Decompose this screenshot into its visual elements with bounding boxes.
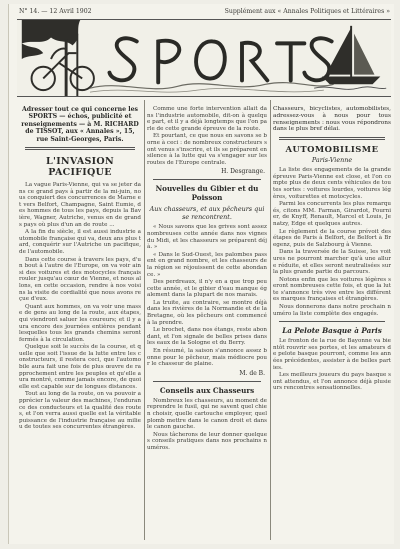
masthead-illustration: [17, 20, 391, 96]
signature: M. de B.: [239, 369, 265, 377]
column-1: [19, 100, 141, 540]
divider: [279, 137, 385, 140]
column-3: [273, 100, 391, 540]
issue-number: N° 14. — 12 Avril 1902: [19, 8, 92, 15]
divider: [153, 179, 261, 180]
paragraph: « Nous savons que les grives sont assez nombreuses cette année dans nos vignes du Midi, et les chasseurs se préparent déjà. »: [147, 224, 267, 251]
paragraph: La truite, au contraire, se montre déjà dans les rivières de la Normandie et de la Bretagne, où les pêcheurs ont commencé à la prendre.: [147, 299, 267, 326]
divider: [279, 321, 385, 322]
page-header-line: [19, 6, 390, 18]
article-title-conseils: Conseils aux Chasseurs: [159, 385, 255, 395]
paragraph: « Dans le Sud-Ouest, les palombes passent en grand nombre, et les chasseurs de la région se réjouissent de cette abondance. »: [147, 251, 267, 278]
column-rule-2: [270, 100, 271, 540]
article-subtitle: Aux chasseurs, et aux pêcheurs qui se rencontrent.: [149, 205, 265, 222]
divider: [153, 381, 261, 382]
section-subtitle: Paris-Vienne: [311, 156, 353, 165]
paragraph: La liste des engagements de la grande épreuve Paris-Vienne est close, et l'on compte plus de deux cents véhicules de toutes sortes : voitures lourdes, voitures légères, voiturettes et motocycles.: [273, 167, 391, 200]
column-rule-1: [144, 100, 145, 540]
masthead: [17, 19, 391, 97]
paragraph: Quelque soit le succès de la course, et quelle que soit l'issue de la lutte entre les constructeurs, il restera ceci, que l'automobile aura fait une fois de plus œuvre de rapprochement entre les peuples et qu'elle aura montré, comme jamais encore, de quoi elle est capable sur de longues distances.: [19, 344, 141, 390]
column-intro: Chasseurs, bicyclistes, automobilistes, adressez-vous à nous pour tous renseignements : nous vous répondrons dans le plus bref délai.: [273, 106, 391, 133]
address-notice: Adresser tout ce qui concerne les SPORTS — échos, publicité et renseignements — à M. RICHARD de TISSOT, aux « Annales », 15, rue Saint-Georges, Paris.: [21, 106, 139, 143]
paragraph: Nous donnerons dans notre prochain numéro la liste complète des engagés.: [273, 304, 391, 317]
paragraph: Le brochet, dans nos étangs, reste abondant, et l'on signale de belles prises dans les eaux de la Sologne et du Berry.: [147, 327, 267, 347]
paragraph: Nombreux les chasseurs, au moment de reprendre le fusil, qui ne savent quel chien choisir, quelle cartouche employer, quel plomb mettre dans le canon droit et dans le canon gauche.: [147, 397, 267, 431]
paragraph: Les meilleurs joueurs du pays basque sont attendus, et l'on annonce déjà plusieurs rencontres sensationnelles.: [273, 372, 391, 392]
signature: H. Desgrange.: [221, 168, 265, 176]
paragraph: Parmi les concurrents les plus remarqués, citons MM. Farman, Girardot, Fournier, de Knyff, Renault, Marcel et Louis, Jenatzy, Edge et quelques autres.: [273, 201, 391, 227]
paragraph: Notons enfin que les voitures légères seront nombreuses cette fois, et que la lutte s'annonce très vive entre les différentes marques françaises et étrangères.: [273, 276, 391, 303]
paragraph: Nous tâcherons de leur donner quelques conseils pratiques dans nos prochains numéros.: [147, 431, 267, 451]
divider: [25, 147, 135, 150]
paragraph: La vague Paris-Vienne, qui va se jeter dans ce grand pays à partir de la mi-juin, nous conquiert des concurrences de Marne et vers Belfort, Champagne, Saint Eumie, des hommes de tous les pays, depuis la Bavière, Wagner, Autriche, venus en de grands pays où plus d'un an de route ...: [19, 182, 141, 228]
paragraph: Le règlement de la course prévoit des étapes de Paris à Belfort, de Belfort à Bregenz, puis de Salzbourg à Vienne.: [273, 228, 391, 248]
newspaper-page: [8, 4, 394, 544]
column-2: [147, 100, 267, 540]
supplement-title: Supplément aux « Annales Politiques et Littéraires »: [224, 8, 390, 15]
paragraph: Dans cette course à travers les pays, d'un bout à l'autre de l'Europe, on va voir ainsi des voitures et des motocycles français rouler jusqu'au cœur de Vienne, et nous allons, en cette occasion, rendre à nos voisins la visite de cordialité que nous avons reçue d'eux.: [19, 256, 141, 303]
article-title-gibier: Nouvelles du Gibier et du Poisson: [155, 184, 259, 203]
article-title-pelote: La Pelote Basque à Paris: [282, 326, 382, 336]
paragraph: Le fronton de la rue de Bayonne va bientôt rouvrir ses portes, et les amateurs de pelote basque pourront, comme les années précédentes, assister à de belles parties.: [273, 338, 391, 371]
paragraph: Dans la traversée de la Suisse, les voitures ne pourront marcher qu'à une allure réduite, et elles seront neutralisées sur la plus grande partie du parcours.: [273, 249, 391, 276]
paragraph: A la fin du siècle, il est aussi industrie automobile française qui va, deux ans plus tard, conquérir sur l'Autriche un pacifique, de l'automobile.: [19, 229, 141, 255]
paragraph: Des perdreaux, il n'y en a que trop peu cette année, et le gibier d'eau manque également dans la plupart de nos marais.: [147, 279, 267, 299]
section-title-automobilisme: AUTOMOBILISME: [285, 144, 379, 155]
paragraph: En résumé, la saison s'annonce assez bonne pour le pêcheur, mais médiocre pour le chasseur de plaine.: [147, 348, 267, 368]
article-title-invasion: L'INVASION PACIFIQUE: [46, 156, 114, 179]
paragraph: Quant aux hommes, on va voir une masse de gens au long de la route, aux étapes, qui viendront saluer les coureurs; et il y aura encore des journées entières pendant lesquelles tous les grands chemins seront fermés à la circulation.: [19, 303, 141, 343]
paragraph: Tout au long de la route, on va pouvoir apprécier la valeur des machines, l'endurance des conducteurs et la qualité des routes, et l'on verra aussi quelle est la véritable puissance de l'industrie française au milieu de toutes ses concurrentes étrangères.: [19, 391, 141, 431]
paragraph: Et pourtant, ce que nous en savons se borne à ceci : de nombreux constructeurs sont venus s'inscrire, et ils se préparent en silence à la lutte qui va s'engager sur les routes de l'Europe centrale.: [147, 133, 267, 166]
paragraph: Comme une forte intervention allait dans l'industrie automobile, dit-on à quelque part, et il y a déjà longtemps que l'on parle de cette grande épreuve de la route.: [147, 106, 267, 132]
